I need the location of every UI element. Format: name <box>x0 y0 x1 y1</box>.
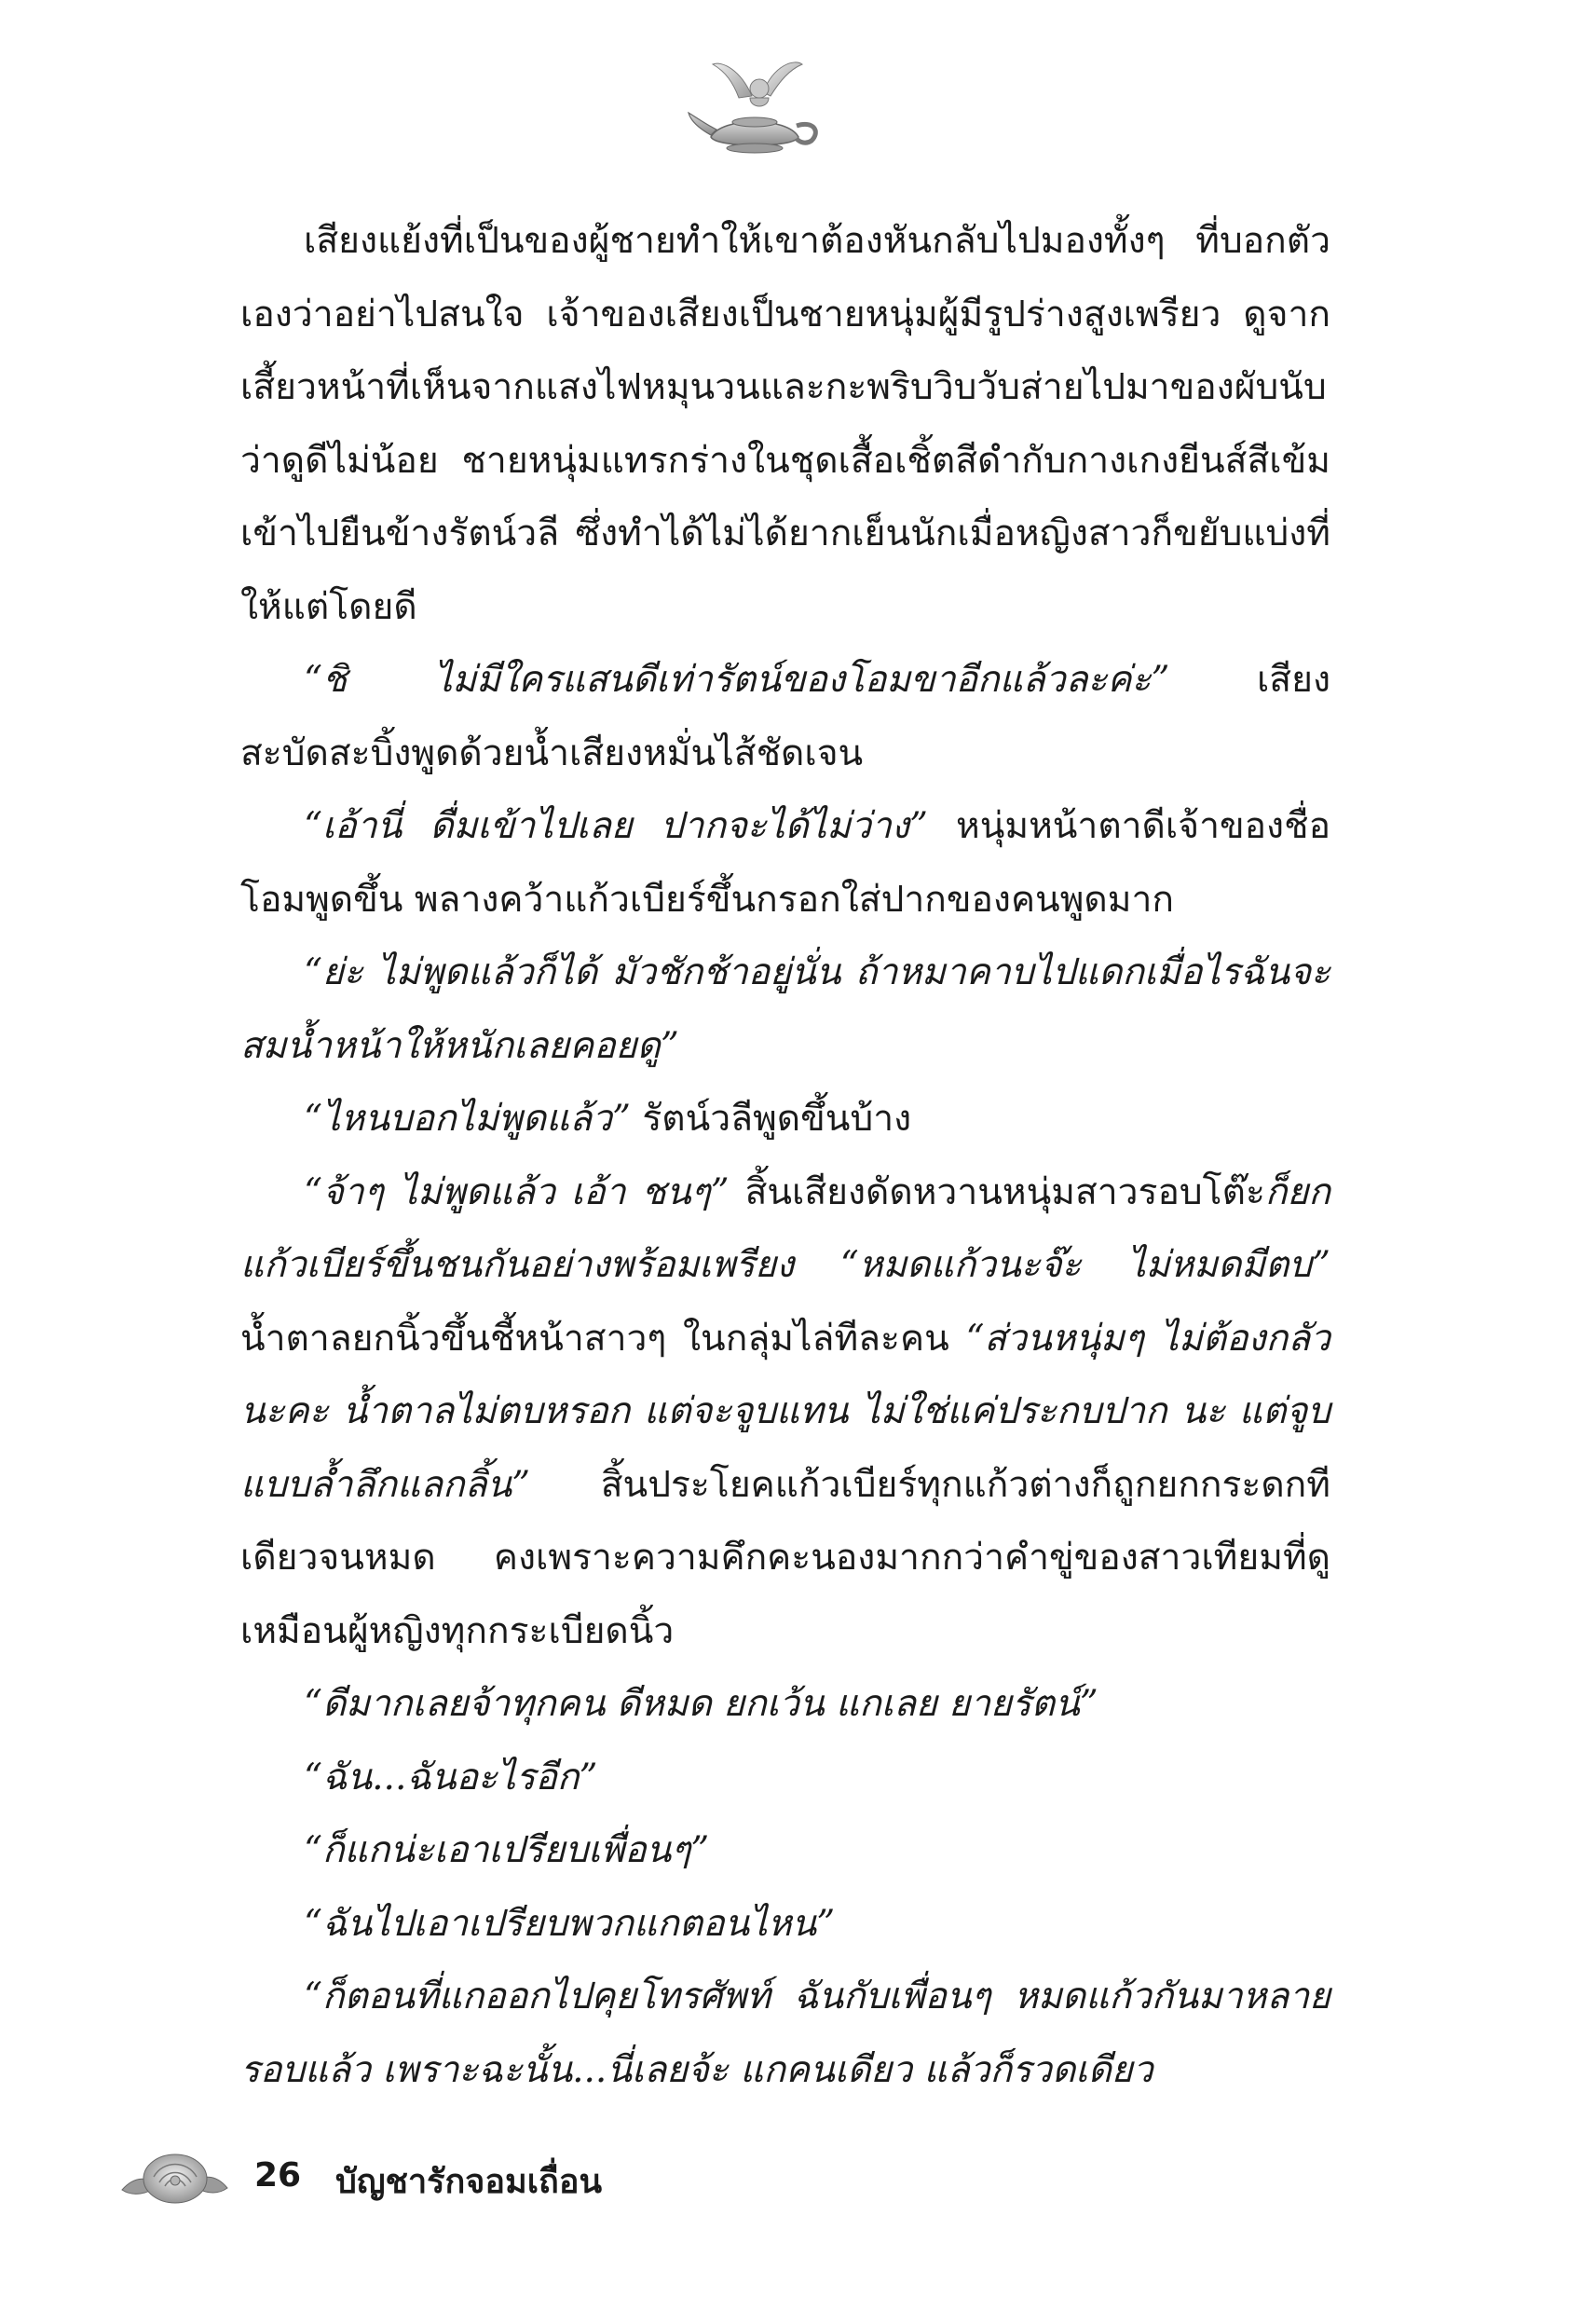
dialogue-text: “จ้าๆ ไม่พูดแล้ว เอ้า ชนๆ” <box>304 1170 730 1213</box>
paragraph <box>240 1668 1330 1742</box>
paragraph <box>240 1888 1330 1962</box>
paragraph <box>240 937 1330 1083</box>
narration-text: สิ้นประโยคแก้วเบียร์ทุกแก้วต่างก็ถูกยกกระดกทีเดียวจนหมด คงเพราะความคึกคะนองมากกว่าคำขู่ของสาวเทียมที่ดูเหมือนผู้หญิงทุกกระเบียดนิ้ว <box>240 1463 1330 1652</box>
page-number: 26 <box>254 2156 302 2195</box>
body-text <box>240 205 1330 2107</box>
dialogue-text: “ไหนบอกไม่พูดแล้ว” <box>304 1098 631 1140</box>
dialogue-text: “ดีมากเลยจ้าทุกคน ดีหมด ยกเว้น แกเลย ยายรัตน์” <box>304 1683 1098 1725</box>
dialogue-text: “เอ้านี่ ดื่มเข้าไปเลย ปากจะได้ไม่ว่าง” <box>304 805 928 847</box>
dialogue-text: “ชิ ไม่มีใครแสนดีเท่ารัตน์ของโอมขาอีกแล้วละค่ะ” <box>304 659 1170 701</box>
dialogue-text: “ก็แกน่ะเอาเปรียบเพื่อนๆ” <box>304 1829 710 1871</box>
book-title: บัญชารักจอมเถื่อน <box>335 2163 603 2201</box>
narration-text: หนุ่มหน้าตาดีเจ้าของชื่อโอมพูดขึ้น พลางคว้าแก้วเบียร์ขึ้นกรอกใส่ปากของคนพูดมาก <box>240 805 1330 921</box>
paragraph <box>240 1156 1330 1669</box>
paragraph <box>240 205 1330 644</box>
dialogue-text: “ฉันไปเอาเปรียบพวกแกตอนไหน” <box>304 1902 836 1945</box>
rose-icon <box>116 2143 233 2208</box>
narration-text: สิ้นเสียงดัดหวานหนุ่มสาวรอบโต๊ะ <box>729 1170 1265 1213</box>
narration-text: เสียงแย้งที่เป็นของผู้ชายทำให้เขาต้องหันกลับไปมองทั้งๆ ที่บอกตัวเองว่าอย่าไปสนใจ เจ้าของเสียงเป็นชายหนุ่มผู้มีรูปร่างสูงเพรียว ดูจากเสี้ยวหน้าที่เห็นจากแสงไฟหมุนวนและกะพริบวิบวับส่ายไปมาของผับนับว่าดูดีไม่น้อย ชายหนุ่มแทรกร่างในชุดเสื้อเชิ้ตสีดำกับกางเกงยีนส์สีเข้มเข้าไปยืนข้างรัตน์วลี ซึ่งทำได้ไม่ได้ยากเย็นนักเมื่อหญิงสาวก็ขยับแบ่งที่ให้แต่โดยดี <box>240 220 1330 628</box>
paragraph <box>240 1961 1330 2107</box>
paragraph <box>240 1742 1330 1815</box>
dialogue-text: “ส่วนหนุ่มๆ ไม่ต้องกลัวนะคะ น้ำตาลไม่ตบหรอก แต่จะจูบแทน ไม่ใช่แค่ประกบปาก นะ แต่จูบแบบล้ำลึกแลกลิ้น” <box>240 1317 1330 1506</box>
paragraph <box>240 790 1330 937</box>
page-footer <box>116 2143 675 2208</box>
paragraph <box>240 644 1330 790</box>
narration-text: เสียงสะบัดสะบิ้งพูดด้วยน้ำเสียงหมั่นไส้ชัดเจน <box>240 659 1330 774</box>
cherub-on-teapot-icon <box>685 51 825 163</box>
dialogue-text: ก็ยกแก้วเบียร์ขึ้นชนกันอย่างพร้อมเพรียง “หมดแก้วนะจ๊ะ ไม่หมดมีตบ” <box>240 1170 1330 1286</box>
paragraph <box>240 1083 1330 1156</box>
narration-text: น้ำตาลยกนิ้วขึ้นชี้หน้าสาวๆ ในกลุ่มไล่ทีละคน <box>240 1317 966 1360</box>
narration-text: รัตน์วลีพูดขึ้นบ้าง <box>630 1098 912 1140</box>
paragraph <box>240 1814 1330 1888</box>
dialogue-text: “ฉัน...ฉันอะไรอีก” <box>304 1756 598 1798</box>
dialogue-text: “ย่ะ ไม่พูดแล้วก็ได้ มัวชักช้าอยู่นั่น ถ้าหมาคาบไปแดกเมื่อไรฉันจะสมน้ำหน้าให้หนักเลยคอยดู” <box>240 951 1330 1067</box>
dialogue-text: “ก็ตอนที่แกออกไปคุยโทรศัพท์ ฉันกับเพื่อนๆ หมดแก้วกันมาหลายรอบแล้ว เพราะฉะนั้น...นี่เลยจ้ะ แกคนเดียว แล้วก็รวดเดียว <box>240 1976 1330 2091</box>
